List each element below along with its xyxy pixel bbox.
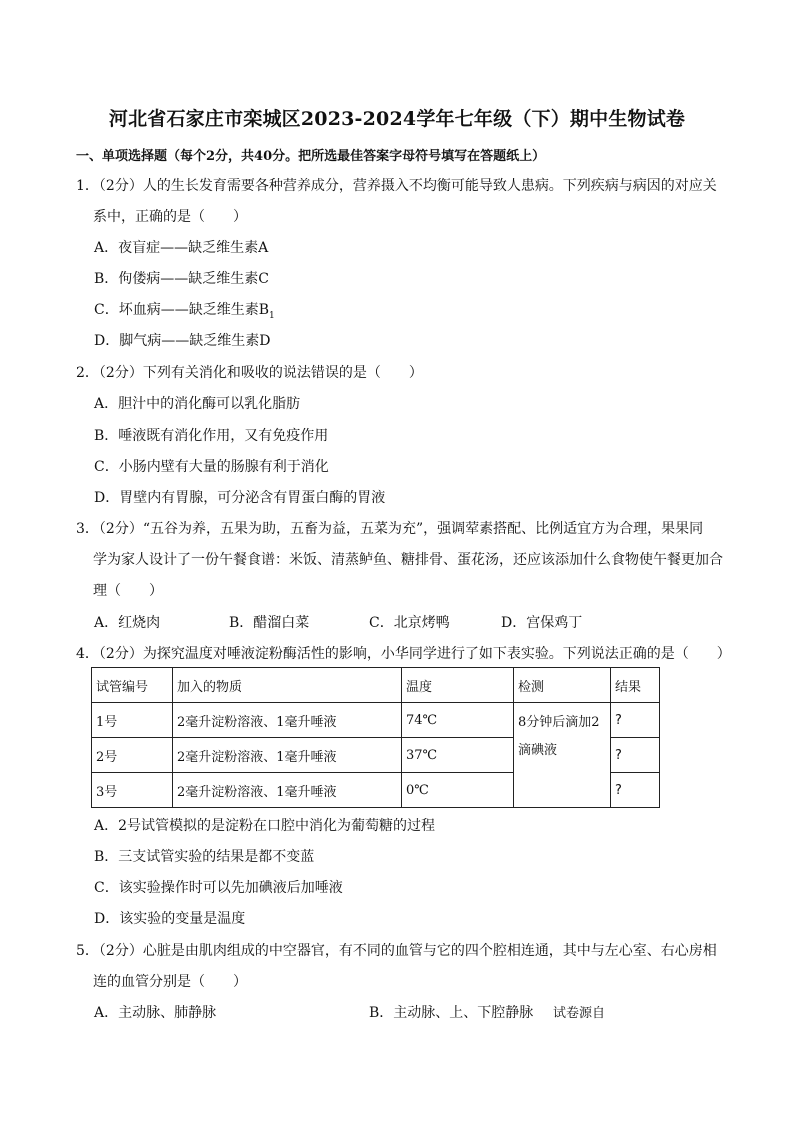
q3-option-b: B．醋溜白菜 (229, 615, 310, 631)
q2-option-c: C．小肠内壁有大量的肠腺有利于消化 (94, 459, 329, 475)
table-header-cell: 加入的物质 (173, 668, 402, 703)
table-cell: 2号 (92, 738, 173, 773)
q3-option-d: D．宫保鸡丁 (501, 615, 583, 631)
q3-stem-line2: 学为家人设计了一份午餐食谱：米饭、清蒸鲈鱼、糖排骨、蛋花汤，还应该添加什么食物使午餐更加合 (93, 552, 723, 568)
table-header-cell: 温度 (402, 668, 514, 703)
q1-option-d: D．脚气病——缺乏维生素D (94, 333, 271, 349)
q2-option-a: A．胆汁中的消化酶可以乳化脂肪 (94, 396, 301, 412)
q3-stem-line3: 理（ ） (93, 583, 163, 599)
q1-option-b: B．佝偻病——缺乏维生素C (94, 271, 269, 287)
section-heading: 一、单项选择题（每个2分，共40分。把所选最佳答案字母符号填写在答题纸上） (76, 149, 546, 164)
q4-option-b: B．三支试管实验的结果是都不变蓝 (94, 849, 315, 865)
q2-option-d: D．胃壁内有胃腺，可分泌含有胃蛋白酶的胃液 (94, 490, 386, 506)
table-cell: 3号 (92, 773, 173, 808)
q1-option-c-text: C．坏血病——缺乏维生素B (94, 302, 269, 318)
table-cell: 37℃ (402, 738, 514, 773)
q4-option-c: C．该实验操作时可以先加碘液后加唾液 (94, 880, 343, 896)
source-watermark: 试卷源自 (553, 1006, 606, 1021)
table-cell-result: ? (611, 738, 660, 773)
q3-stem-line1: 3．（2分）“五谷为养，五果为助，五畜为益，五菜为充”，强调荤素搭配、比例适宜方为合理，果果同 (76, 521, 704, 537)
q3-option-a: A．红烧肉 (94, 615, 161, 631)
table-cell-detect: 8分钟后滴加2滴碘液 (514, 703, 611, 808)
q4-option-d: D．该实验的变量是温度 (94, 911, 246, 927)
table-cell: 2毫升淀粉溶液、1毫升唾液 (173, 703, 402, 738)
q1-option-a: A．夜盲症——缺乏维生素A (94, 240, 269, 256)
table-cell: 1号 (92, 703, 173, 738)
table-cell: 2毫升淀粉溶液、1毫升唾液 (173, 773, 402, 808)
table-row (92, 703, 660, 738)
table-header-cell: 结果 (611, 668, 660, 703)
table-cell: 0℃ (402, 773, 514, 808)
exam-title: 河北省石家庄市栾城区2023-2024学年七年级（下）期中生物试卷 (108, 108, 686, 130)
q5-stem-line2: 连的血管分别是（ ） (93, 974, 247, 990)
q1-option-c-subscript: 1 (269, 310, 275, 321)
table-cell-result: ? (611, 703, 660, 738)
q3-option-c: C．北京烤鸭 (369, 615, 450, 631)
table-header-row (92, 668, 660, 703)
q1-option-c (94, 299, 275, 321)
table-header-cell: 检测 (514, 668, 611, 703)
table-cell-result: ? (611, 773, 660, 808)
q1-stem-line1: 1．（2分）人的生长发育需要各种营养成分，营养摄入不均衡可能导致人患病。下列疾病与病因的对应关 (76, 178, 717, 194)
q5-option-b: B．主动脉、上、下腔静脉 (369, 1005, 534, 1021)
table-cell: 2毫升淀粉溶液、1毫升唾液 (173, 738, 402, 773)
table-header-cell: 试管编号 (92, 668, 173, 703)
experiment-table (91, 667, 660, 808)
q2-option-b: B．唾液既有消化作用，又有免疫作用 (94, 428, 329, 444)
q1-stem-line2: 系中，正确的是（ ） (93, 209, 247, 225)
q5-stem-line1: 5．（2分）心脏是由肌肉组成的中空器官，有不同的血管与它的四个腔相连通，其中与左心室、右心房相 (76, 943, 717, 959)
q4-option-a: A．2号试管模拟的是淀粉在口腔中消化为葡萄糖的过程 (94, 818, 436, 834)
q4-stem: 4．（2分）为探究温度对唾液淀粉酶活性的影响，小华同学进行了如下表实验。下列说法正确的是（ ） (76, 646, 731, 662)
table-cell: 74℃ (402, 703, 514, 738)
q2-stem: 2．（2分）下列有关消化和吸收的说法错误的是（ ） (76, 365, 423, 381)
q5-option-a: A．主动脉、肺静脉 (94, 1005, 217, 1021)
